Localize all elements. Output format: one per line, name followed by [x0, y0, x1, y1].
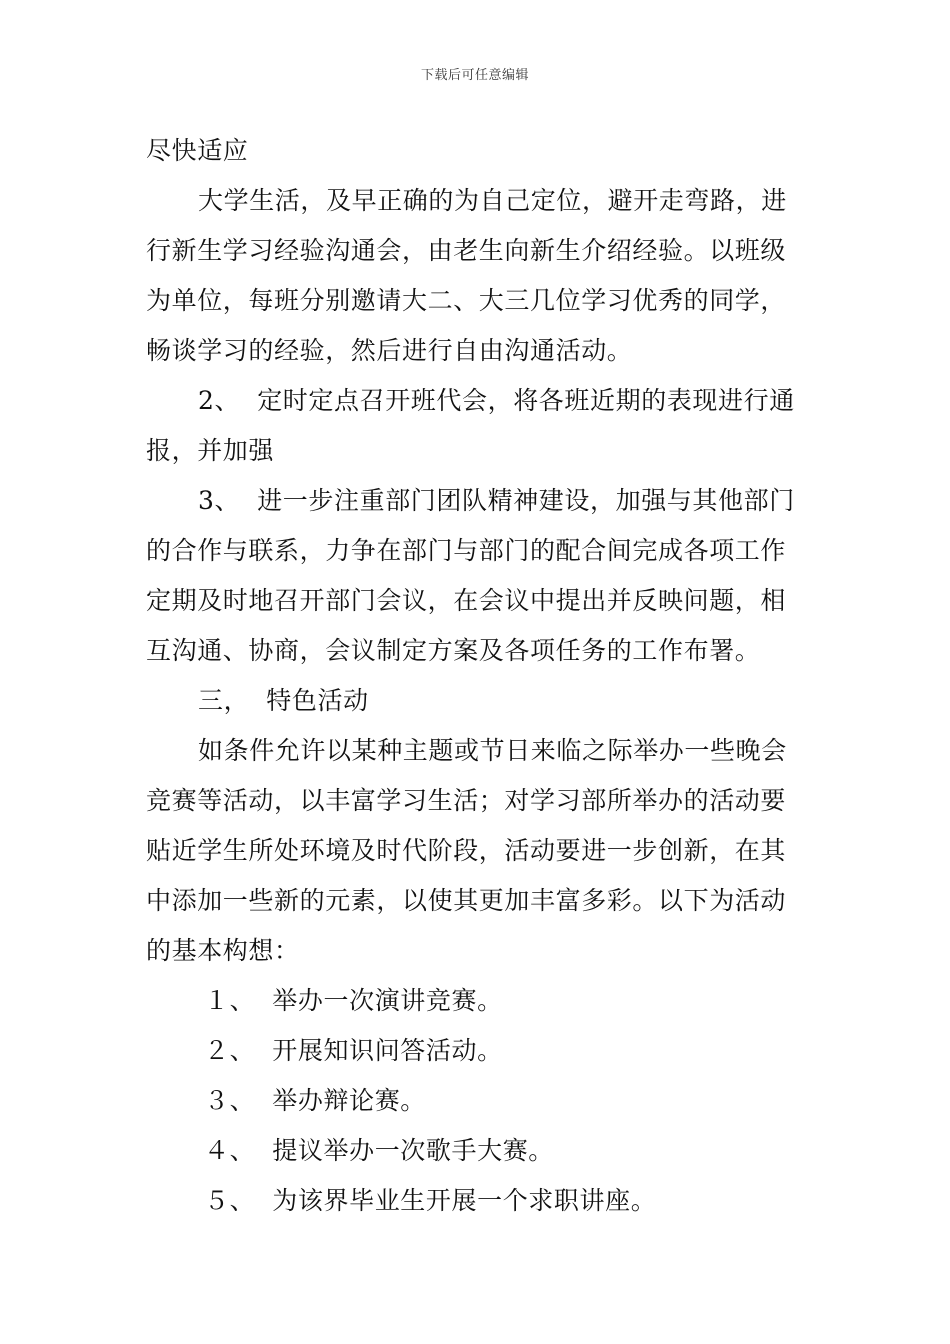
paragraph-line: 定期及时地召开部门会议，在会议中提出并反映问题，相 — [146, 586, 787, 615]
paragraph-line: 尽快适应 — [146, 136, 249, 165]
paragraph-line: 报，并加强 — [146, 436, 275, 465]
list-item: １、 举办一次演讲竞赛。 — [204, 986, 503, 1015]
paragraph-line: 贴近学生所处环境及时代阶段，活动要进一步创新，在其 — [146, 836, 787, 865]
paragraph-line: 畅谈学习的经验，然后进行自由沟通活动。 — [146, 336, 633, 365]
list-item: ３、 举办辩论赛。 — [204, 1086, 426, 1115]
list-item: ２、 开展知识问答活动。 — [204, 1036, 503, 1065]
paragraph-line: 竞赛等活动，以丰富学习生活；对学习部所举办的活动要 — [146, 786, 787, 815]
paragraph-line: 的合作与联系，力争在部门与部门的配合间完成各项工作 — [146, 536, 787, 565]
paragraph-line: 大学生活，及早正确的为自己定位，避开走弯路，进 — [198, 186, 787, 215]
paragraph-line: 的基本构想： — [146, 936, 300, 965]
list-item: ４、 提议举办一次歌手大赛。 — [204, 1136, 554, 1165]
paragraph-line: 互沟通、协商，会议制定方案及各项任务的工作布署。 — [146, 636, 761, 665]
list-item: ５、 为该界毕业生开展一个求职讲座。 — [204, 1186, 657, 1215]
paragraph-line: 行新生学习经验沟通会，由老生向新生介绍经验。以班级 — [146, 236, 787, 265]
paragraph-line: 中添加一些新的元素，以使其更加丰富多彩。以下为活动 — [146, 886, 787, 915]
page-header: 下载后可任意编辑 — [420, 68, 529, 83]
list-item-line: 3、 进一步注重部门团队精神建设，加强与其他部门 — [198, 486, 795, 515]
section-heading: 三， 特色活动 — [198, 686, 369, 715]
paragraph-line: 如条件允许以某种主题或节日来临之际举办一些晚会 — [198, 736, 787, 765]
list-item-line: 2、 定时定点召开班代会，将各班近期的表现进行通 — [198, 386, 795, 415]
document-body — [146, 126, 808, 1226]
paragraph-line: 为单位，每班分别邀请大二、大三几位学习优秀的同学， — [146, 286, 787, 315]
